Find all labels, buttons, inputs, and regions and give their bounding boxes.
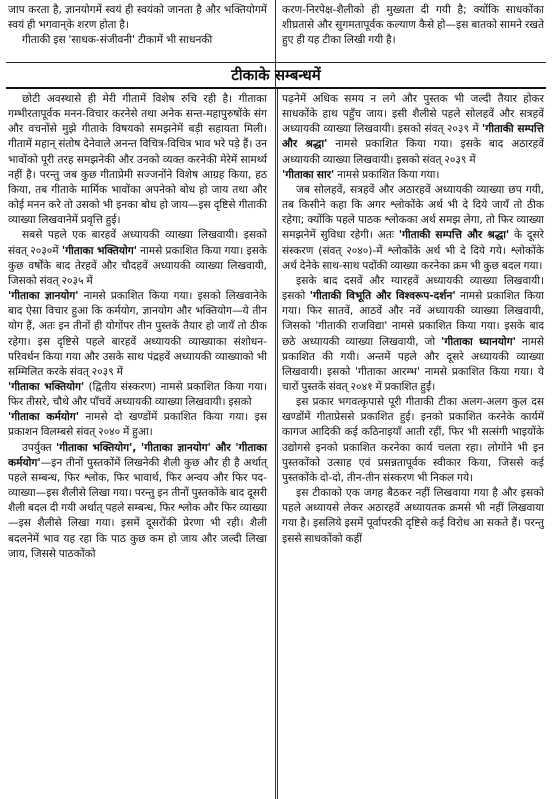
paragraph: पढ़नेमें अधिक समय न लगे और पुस्तक भी जल्दी तैयार होकर साधकोंके हाथ पहुँच जाय। इसी शैलीसे पहले सोलहवें और सत्रहवें अध्यायकी व्याख्या लिखवायी। इसको संवत् २०३९ में 'गीताकी सम्पत्ति और श्रद्धा' नामसे प्रकाशित किया गया। इसके बाद अठारहवें अध्यायकी व्याख्या लिखवायी। इसको संवत् २०३९ में bbox=[282, 93, 544, 166]
paragraph: सबसे पहले एक बारहवें अध्यायकी व्याख्या लिखवायी। इसको संवत् २०३०में 'गीताका भक्तियोग' नामसे प्रकाशित किया गया। इसके कुछ वर्षोंके बाद तेरहवें और चौदहवें अध्यायकी व्याख्या लिखवायी, जिसको संवत् २०३५ में bbox=[8, 229, 267, 287]
paragraph: 'गीताका ज्ञानयोग' नामसे प्रकाशित किया गया। इसको लिखवानेके बाद ऐसा विचार हुआ कि कर्मयोग, ज्ञानयोग और भक्तियोग—ये तीन योग हैं, अतः इन तीनों ही योगोंपर तीन पुस्तकें तैयार हो जायँ तो ठीक रहेगा। इस दृष्टिसे पहले बारहवें अध्यायकी व्याख्याका संशोधन-परिवर्धन किया गया और उसके साथ पंद्रहवें अध्यायकी व्याख्याको भी सम्मिलित करके संवत् २०३९ में bbox=[8, 290, 268, 378]
paragraph: छोटी अवस्थासे ही मेरी गीतामें विशेष रुचि रही है। गीताका गम्भीरतापूर्वक मनन-विचार करनेसे तथा अनेक सन्त-महापुरुषोंके संग और वचनोंसे मुझे गीताके विषयको समझनेमें बड़ी सहायता मिली। गीतामें महान् संतोष देनेवाले अनन्त विचित्र-विचित्र भाव भरे पड़े हैं। उन भावोंको पूरी तरह समझनेकी और उनको व्यक्त करनेकी मेरेमें सामर्थ्य नहीं है। परन्तु जब कुछ गीताप्रेमी सज्जनोंने विशेष आग्रह किया, हठ किया, तब गीताके मार्मिक भावोंका अपनेको बोध हो जाय तथा और कोई मनन करे तो उसको भी इनका बोध हो जाय—इस दृष्टिसे गीताकी व्याख्या लिखवानेमें प्रवृत्ति हुई। bbox=[8, 93, 267, 227]
paragraph: 'गीताका सार' नामसे प्रकाशित किया गया। bbox=[282, 168, 440, 181]
paragraph: इसके बाद दसवें और ग्यारहवें अध्यायकी व्याख्या लिखवायी। इसको 'गीताकी विभूति और विश्वरूप-दर्शन' नामसे प्रकाशित किया गया। फिर सातवें, आठवें और नवें अध्यायकी व्याख्या लिखवायी, जिसको 'गीताकी राजविद्या' नामसे प्रकाशित किया गया। इसके बाद छठे अध्यायकी व्याख्या लिखवायी, जो 'गीताका ध्यानयोग' नामसे प्रकाशित की गयी। अन्तमें पहले और दूसरे अध्यायकी व्याख्या लिखवायी। इसको 'गीताका आरम्भ' नामसे प्रकाशित किया गया। ये चारों पुस्तकें संवत् २०४१ में प्रकाशित हुईं। bbox=[282, 274, 544, 393]
paragraph: 'गीताका कर्मयोग' नामसे दो खण्डोंमें प्रकाशित किया गया। इस प्रकाशन विलम्बसे संवत् २०४० में हुआ। bbox=[8, 411, 267, 439]
column-divider-top bbox=[275, 0, 276, 799]
paragraph: 'गीताका भक्तियोग' (द्वितीय संस्करण) नामसे प्रकाशित किया गया। फिर तीसरे, चौथे और पाँचवें अध्यायकी व्याख्या लिखवायी। इसको bbox=[8, 380, 267, 409]
top-divider bbox=[6, 62, 546, 63]
column-divider-main bbox=[277, 88, 278, 799]
paragraph: करण-निरपेक्ष-शैलीको ही मुख्यता दी गयी है; क्योंकि साधकोंका शीघ्रतासे और सुगमतापूर्वक कल्याण कैसे हो—इस बातको सामने रखते हुए ही यह टीका लिखी गयी है। bbox=[282, 4, 544, 47]
heading-underline bbox=[6, 87, 546, 89]
right-column bbox=[282, 92, 544, 547]
top-right-column bbox=[282, 3, 544, 48]
top-left-column bbox=[8, 3, 267, 48]
paragraph: जाप करता है, ज्ञानयोगमें स्वयं ही स्वयंको जानता है और भक्तियोगमें स्वयं ही भगवान्‌के शरण होता है। bbox=[8, 4, 267, 32]
paragraph: इस प्रकार भगवत्कृपासे पूरी गीताकी टीका अलग-अलग कुल दस खण्डोंमें गीताप्रेससे प्रकाशित हुई। इनको प्रकाशित करनेके कार्यमें कागज आदिकी कई कठिनाइयाँ आती रहीं, फिर भी सत्संगी भाइयोंके उद्योगसे इनको प्रकाशित करनेका कार्य चलता रहा। लोगोंने भी इन पुस्तकोंको उत्साह एवं प्रसन्नतापूर्वक स्वीकार किया, जिससे कई पुस्तकोंके दो-दो, तीन-तीन संस्करण भी निकल गये। bbox=[282, 396, 544, 484]
paragraph: उपर्युक्त 'गीताका भक्तियोग', 'गीताका ज्ञानयोग' और 'गीताका कर्मयोग'—इन तीनों पुस्तकोंमें लिखनेकी शैली कुछ और ही है अर्थात् पहले सम्बन्ध, फिर श्लोक, फिर भावार्थ, फिर अन्वय और फिर पद-व्याख्या—इस शैलीसे लिखा गया। परन्तु इन तीनों पुस्तकोंके बाद दूसरी शैली बदल दी गयी अर्थात् पहले सम्बन्ध, फिर श्लोक और फिर व्याख्या—इस शैलीसे लिखा गया। इसमें दूसरोंकी प्रेरणा भी रही। शैली बदलनेमें भाव यह रहा कि पाठ कुछ कम हो जाय और जल्दी लिखा जाय, जिससे पाठकोंको bbox=[8, 441, 267, 560]
paragraph: जब सोलहवें, सत्रहवें और अठारहवें अध्यायकी व्याख्या छप गयी, तब किसीने कहा कि अगर श्लोकोंके अर्थ भी दे दिये जायँ तो ठीक रहेगा; क्योंकि पहले पाठक श्लोकका अर्थ समझ लेगा, तो फिर व्याख्या समझनेमें सुविधा रहेगी। अतः 'गीताकी सम्पत्ति और श्रद्धा' के दूसरे संस्करण (संवत् २०४०)-में श्लोकोंके अर्थ भी दे दिये गये। श्लोकोंके अर्थ देनेके साथ-साथ पदोंकी व्याख्या करनेका क्रम भी कुछ बदल गया। bbox=[282, 183, 544, 272]
paragraph: गीताकी इस 'साधक-संजीवनी' टीकामें भी साधनकी bbox=[22, 34, 213, 47]
left-column bbox=[8, 92, 267, 562]
paragraph: इस टीकाको एक जगह बैठकर नहीं लिखवाया गया है और इसको पहले अध्यायसे लेकर अठारहवें अध्यायतक क्रमसे भी नहीं लिखवाया गया है। इसलिये इसमें पूर्वापरकी दृष्टिसे कई विरोध आ सकते हैं। परन्तु इससे साधकोंको कहीं bbox=[282, 487, 544, 545]
section-heading: टीकाके सम्बन्धमें bbox=[231, 66, 321, 84]
